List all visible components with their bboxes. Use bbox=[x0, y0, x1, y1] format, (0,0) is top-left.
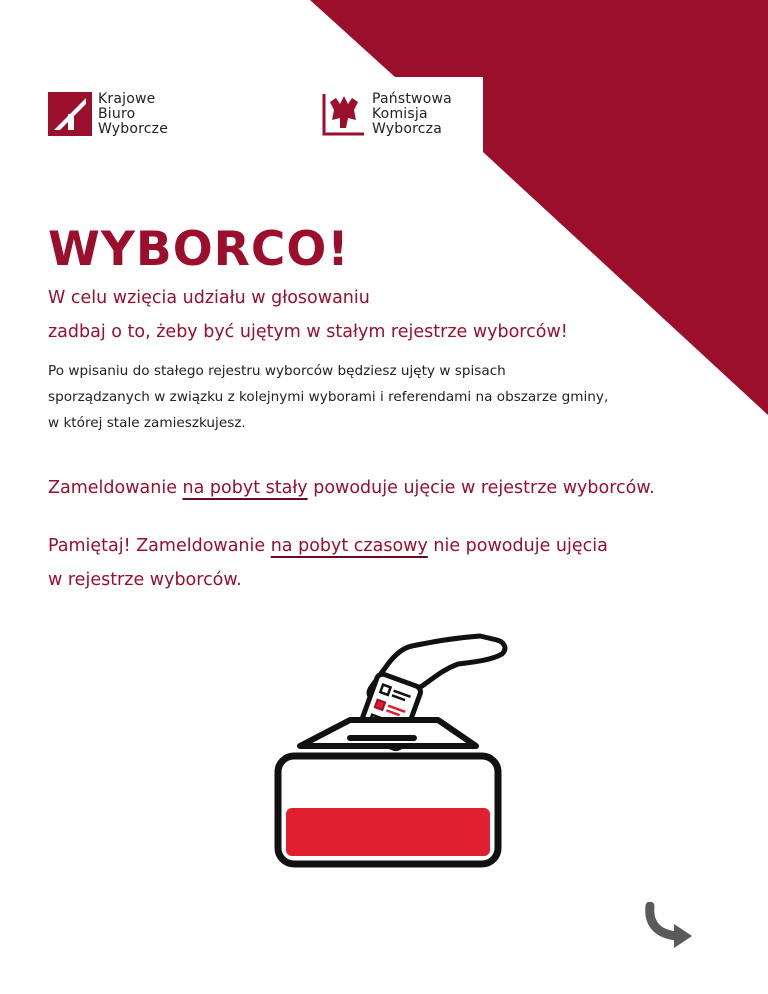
note-temporary-residence-line-2: w rejestrze wyborców. bbox=[48, 570, 242, 590]
subheadline-line-2: zadbaj o to, żeby być ujętym w stałym rejestrze wyborców! bbox=[48, 322, 568, 342]
note-text: Zameldowanie bbox=[48, 478, 183, 498]
pkw-logo-text bbox=[372, 92, 452, 137]
body-line: sporządzanych w związku z kolejnymi wyborami i referendami na obszarze gminy, bbox=[48, 389, 609, 405]
pkw-logo bbox=[322, 92, 452, 137]
note-text: nie powoduje ujęcia bbox=[427, 536, 608, 556]
headline: WYBORCO! bbox=[48, 222, 350, 277]
underlined-phrase: na pobyt stały bbox=[182, 478, 308, 498]
underlined-phrase: na pobyt czasowy bbox=[270, 536, 428, 556]
body-line: w której stale zamieszkujesz. bbox=[48, 415, 246, 431]
note-text: powoduje ujęcie w rejestrze wyborców. bbox=[307, 478, 655, 498]
pkw-logo-line: Wyborcza bbox=[372, 121, 443, 137]
kbw-logo-line: Biuro bbox=[98, 106, 136, 122]
pkw-logo-line: Państwowa bbox=[372, 91, 452, 107]
note-text: Pamiętaj! Zameldowanie bbox=[48, 536, 271, 556]
kbw-logo-icon bbox=[48, 92, 92, 136]
ballot-box-with-hand-icon bbox=[262, 628, 512, 878]
subheadline-line-1: W celu wzięcia udziału w głosowaniu bbox=[48, 288, 370, 308]
note-temporary-residence bbox=[48, 536, 608, 556]
curved-arrow-right-icon[interactable] bbox=[642, 902, 698, 950]
body-paragraph bbox=[48, 358, 738, 436]
kbw-logo-text bbox=[98, 92, 168, 137]
kbw-logo-line: Krajowe bbox=[98, 91, 156, 107]
pkw-eagle-logo-icon bbox=[322, 92, 366, 136]
kbw-logo bbox=[48, 92, 168, 137]
note-permanent-residence bbox=[48, 478, 655, 498]
kbw-logo-line: Wyborcze bbox=[98, 121, 169, 137]
body-line: Po wpisaniu do stałego rejestru wyborców będziesz ujęty w spisach bbox=[48, 363, 506, 379]
pkw-logo-line: Komisja bbox=[372, 106, 428, 122]
